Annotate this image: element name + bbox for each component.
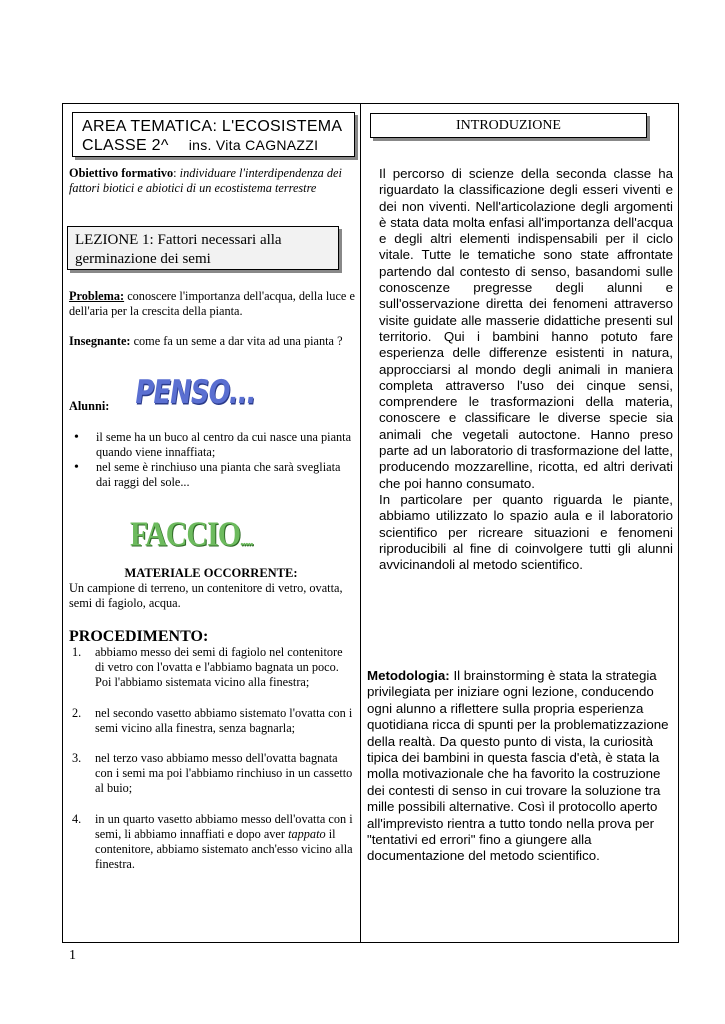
list-item xyxy=(69,751,354,797)
objective-text: individuare l'interdipendenza dei fattori biotici e abiotici di un ecostistema terrestre xyxy=(69,166,342,195)
objective: Obiettivo formativo: individuare l'interdipendenza dei fattori biotici e abiotici di un ecostistema terrestre xyxy=(69,166,342,195)
lesson-title-box: LEZIONE 1: Fattori necessari alla germinazione dei semi xyxy=(67,226,339,270)
step-text: nel terzo vaso abbiamo messo dell'ovatta bagnata con i semi ma poi l'abbiamo rinchiuso in un cassetto al buio; xyxy=(95,751,353,796)
students-label: Alunni: xyxy=(69,399,110,413)
introduction-paragraph: In particolare per quanto riguarda le piante, abbiamo utilizzato lo spazio aula e il laboratorio scientifico per ricreare situazioni e fenomeni riproducibili al fine di coinvolgere tutti gli alunni avvicinandoli al metodo scientifico. xyxy=(379,491,673,573)
area-title-box xyxy=(72,112,355,157)
problem xyxy=(69,289,355,319)
teacher-name: ins. Vita CAGNAZZI xyxy=(188,137,319,153)
step-text: abbiamo messo dei semi di fagiolo nel contenitore di vetro con l'ovatta e l'abbiamo bagnata un poco. Poi l'abbiamo sistemata vicino alla finestra; xyxy=(95,645,343,690)
faccio-wordart xyxy=(130,515,253,554)
penso-wordart: PENSO... xyxy=(132,374,259,412)
step-number: 3. xyxy=(72,751,82,766)
methodology-text: Il brainstorming è stata la strategia privilegiata per iniziare ogni lezione, conducendo ogni alunno a riflettere sulla propria esperienza quotidiana ricca di spunti per la problematizzazione della realtà. Da questo punto di vista, la curiosità tipica dei bambini in questa fascia d'età, è stata la molla motivazionale che ha favorito la costruzione dei contesti di senso in cui trovare la soluzione tra mille possibili alternative. Così il protocollo aperto all'imprevisto rientra a tutto tondo nella prova per "tentativi ed errori" fino a giungere alla documentazione del metodo scientifico. xyxy=(367,668,669,864)
list-item: • nel seme è rinchiuso una pianta che sarà svegliata dai raggi del sole... xyxy=(74,460,354,490)
column-divider xyxy=(360,103,361,943)
class-line xyxy=(82,136,354,155)
problem-label: Problema: xyxy=(69,289,125,303)
faccio-dots: ..... xyxy=(240,532,253,550)
materials-title: MATERIALE OCCORRENTE: xyxy=(124,566,298,580)
list-item: • il seme ha un buco al centro da cui nasce una pianta quando viene innaffiata; xyxy=(74,430,354,460)
introduction-paragraph: Il percorso di scienze della seconda classe ha riguardato la classificazione degli esseri viventi e dei non viventi. Nell'articolazione degli argomenti è stata data molta enfasi all'importanza dell'acqua e degli altri elementi indispensabili per il ciclo vitale. Tutte le tematiche sono state affrontate partendo dal contesto di senso, basandomi sulle conoscenze pregresse degli alunni e sull'osservazione diretta dei fenomeni attraverso visite guidate alle masserie didattiche presenti sul territorio. Qui i bambini hanno potuto fare esperienza delle differenze esistenti in natura, approcciarsi al mondo degli animali in maniera completa attraverso l'uso dei cinque sensi, comprendere le trasformazioni della materia, conoscere e classificare le diverse specie sia animali che vegetali autoctone. Hanno preso parte ad un laboratorio di trasformazione del latte, producendo mozzarelline, ricotta, ed altri derivati che poi hanno consumato. xyxy=(379,166,673,491)
objective-label: Obiettivo formativo xyxy=(69,166,174,180)
list-item xyxy=(69,706,354,736)
list-item xyxy=(69,812,354,873)
step-text: in un quarto vasetto abbiamo messo dell'ovatta con i semi, li abbiamo innaffiati e dopo aver xyxy=(95,811,353,841)
teacher-question-text: come fa un seme a dar vita ad una pianta ? xyxy=(133,334,343,348)
students-answers xyxy=(74,430,354,490)
teacher-question xyxy=(69,334,355,349)
procedure-steps xyxy=(69,645,354,887)
procedure-title: PROCEDIMENTO: xyxy=(69,628,209,645)
list-item xyxy=(69,645,354,691)
page-number: 1 xyxy=(69,948,76,963)
methodology-label: Metodologia: xyxy=(367,668,450,683)
step-number: 2. xyxy=(72,705,82,720)
materials-text: Un campione di terreno, un contenitore di vetro, ovatta, semi di fagiolo, acqua. xyxy=(69,581,343,610)
step-text: nel secondo vasetto abbiamo sistemato l'ovatta con i semi vicino alla finestra, senza bagnarla; xyxy=(95,705,353,735)
step-number: 1. xyxy=(72,645,82,659)
class-label: CLASSE 2^ xyxy=(82,137,169,154)
introduction-text xyxy=(379,166,673,573)
step-text-italic: tappato xyxy=(288,826,326,841)
introduction-title-box: INTRODUZIONE xyxy=(370,113,647,138)
methodology xyxy=(367,668,672,865)
area-title: AREA TEMATICA: L'ECOSISTEMA xyxy=(82,118,343,135)
teacher-label: Insegnante: xyxy=(69,334,131,348)
step-text: il contenitore, abbiamo sistemato anch'esso vicino alla finestra. xyxy=(95,826,353,872)
faccio-word: FACCIO xyxy=(130,515,241,554)
step-number: 4. xyxy=(72,811,82,826)
problem-text: conoscere l'importanza dell'acqua, della luce e dell'aria per la crescita della pianta. xyxy=(69,289,355,318)
